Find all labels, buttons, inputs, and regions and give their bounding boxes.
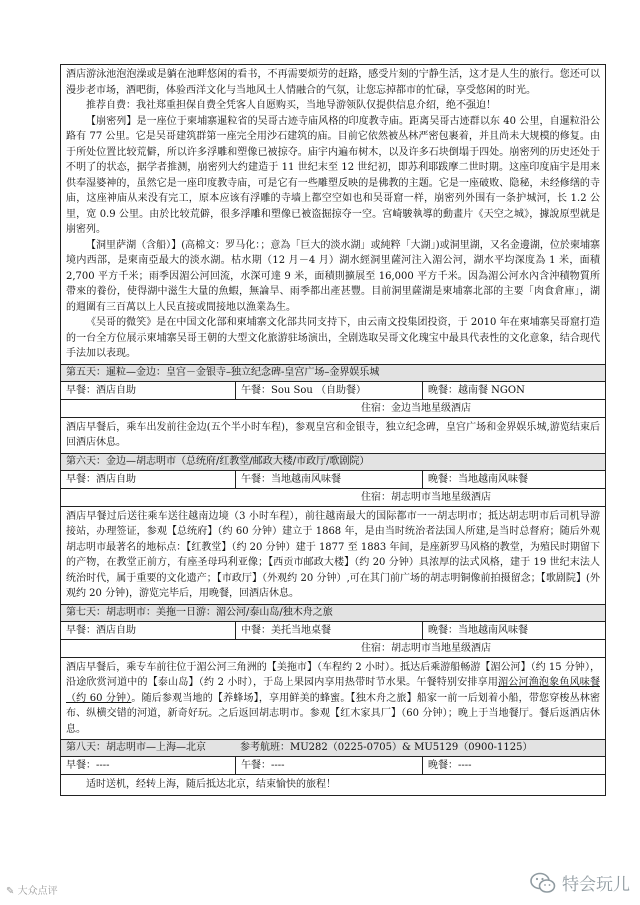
tonle-sap-paragraph: 【洞里萨湖（含船）】(高棉文：罗马化：；意為「巨大的淡水湖」或純粹「大湖」)或洞里湖，又名金邊湖，位於柬埔寨境内西部，是柬南亞最大的淡水湖。枯水期（12 月－4 月）湖水經洞里薩河注入湄公河，湖水平均深度為 1 米，面積 2,700 平方千米；雨季因湄公河回流，水深可達 9 米，面積則擴展至 16,000 平方千米。因為湄公河水內含沖積物質所帶來的養份，使得湖中滋生大量的魚蝦，無論旱、雨季都出產甚豐。目前洞里薩湖是柬埔寨北部的主要「肉食倉庫」，湖的週圍有三百萬以上人民直接或間接地以漁業為生。 [66,239,600,313]
day5-header: 第五天：暹粒—金边：皇宫－金银寺–独立纪念碑-皇宫广场–金界娱乐城 [61,365,605,382]
day7-meals [61,622,605,640]
day8-route: 第八天：胡志明市—上海—北京 [66,742,206,753]
day5-accommodation: 住宿：金边当地星级酒店 [61,400,605,418]
day7-desc-part1: 酒店早餐后，乘专车前往位于湄公河三角洲的【美拖市】（车程约 2 小时）。抵达后乘游船畅游【湄公河】（约 15 分钟），沿途欣赏河道中的【泰山岛】（约 2 小时），于岛上果园内享用热带时节水果。午餐特别安排享用 [66,661,600,688]
day8-flight: 参考航班：MU282（0225-0705）& MU5129（0900-1125） [240,742,533,753]
day7-dinner: 晚餐：当地越南风味餐 [428,624,528,636]
optional-expense-note: 推荐自费：我社郑重担保自费全凭客人自愿购买，当地导游领队仅提供信息介绍，绝不强迫！ [86,100,496,111]
day7-lunch-highlight: 湄公河渔泡象鱼风味餐（约 60 分钟） [66,677,600,704]
intro-paragraph: 酒店游泳池泡泡澡或是躺在池畔悠闲的看书，不再需要烦劳的赶路，感受片刻的宁静生活，这才是人生的旅行。您还可以漫步老市场，酒吧街，体验西洋文化与当地风土人情融合的气氛，让您忘掉都市的忙碌，享受悠闲的时光。 [66,69,600,96]
day8-dinner: 晚餐：---- [428,760,472,771]
watermark-left [6,882,58,897]
watermark-right [530,870,630,895]
smile-of-angkor-paragraph: 《吴哥的微笑》是在中国文化部和柬埔寨文化部共同支持下，由云南文投集团投资，于 2010 年在柬埔寨吴哥窟打造的一台全方位展示柬埔寨吴哥王朝的大型文化旅游驻场演出，全剧选取吴哥文化瑰宝中最具代表性的文化意象，结合现代手法加以表现。 [66,317,600,359]
day8-desc-text: 适时送机，经转上海，随后抵达北京，结束愉快的旅程！ [86,779,336,790]
day7-description [61,658,605,741]
day8-lunch: 午餐：---- [236,757,423,774]
day7-lunch: 中餐：美托当地桌餐 [236,622,423,639]
day8-description [61,775,605,795]
day8-header [61,740,605,757]
itinerary-sheet [60,64,606,796]
day6-header: 第六天：金边—胡志明市（总统府/红教堂/邮政大楼/市政厅/歌剧院） [61,454,605,471]
watermark-left-text: 大众点评 [17,886,58,897]
day8-meals [61,757,605,775]
day5-lunch: 午餐：Sou Sou （自助餐） [236,382,423,399]
beng-mealea-paragraph: 【崩密列】是一座位于柬埔寨暹粒省的吴哥古迹寺庙风格的印度教寺庙。距离吴哥古迹群以东 40 公里，自暹粒沿公路有 77 公里。它是吴哥建筑群第一座完全用沙石建筑的庙。目前它依然被丛林严密包裹着，并且尚未大规模的修复。由于所处位置比较荒僻，所以许多浮雕和塑像已被掠夺。庙宇内遍布树木，以及许多石块倒塌于四处。崩密列的历史还处于不明了的状态，据学者推测，崩密列大约建造于 11 世纪末至 12 世纪初，即苏利耶跋摩二世时期。这座印度庙宇是用来供奉湿婆神的，虽然它是一座印度教寺庙，可是它有一些雕塑反映的是佛教的主题。它是一座破败、隐秘，未经修缮的寺庙，这座神庙从来没有完工，原本应该有浮雕的寺墙上都空空如也和吴哥窟一样，崩密列外围有一条护城河，长 1.2 公里，宽 0.9 公里。由於比较荒僻，很多浮雕和塑像已被盗掘掠夺一空。宫崎駿執導的動畫片《天空之城》，據說原型就是崩密列。 [66,115,600,235]
day5-meals [61,382,605,400]
day6-meals [61,471,605,489]
day5-breakfast: 早餐：酒店自助 [61,382,236,399]
dianping-logo-icon: ✎ [6,886,15,897]
watermark-right-text: 特会玩儿 [562,875,630,895]
day6-lunch: 午餐：当地越南风味餐 [236,471,423,488]
day6-accommodation: 住宿：胡志明市当地星级酒店 [61,489,605,507]
day6-description: 酒店早餐过后送往乘车送往越南边境（3 小时车程），前往越南最大的国际都市一一胡志明市；抵达胡志明市后司机导游接站，办理签证，参观【总统府】（约 60 分钟）建立于 1868 年，是由当时统治者法国人所建,是当时总督府；随后外观胡志明市最著名的地标点：【红教堂】（约 20 分钟）建于 1877 至 1883 年间，是座新罗马风格的教堂，为殖民时期留下的产物，在教堂正前方，有座圣母玛利亚像；【西贡市邮政大楼】（约 20 分钟）具浓厚的法式风格，建于 19 世纪末法人统治时代，属于重要的文化遗产；【市政厅】（外观约 20 分钟）,可在其门前广场的胡志明铜像前拍摄留念；【歌剧院】(外观约 20 分钟)，游览完毕后，用晚餐，回酒店休息。 [61,507,605,605]
day7-accommodation: 住宿：胡志明市当地星级酒店 [61,640,605,658]
day6-dinner: 晚餐：当地越南风味餐 [428,473,528,485]
day6-breakfast: 早餐：酒店自助 [61,471,236,488]
intro-section [61,65,605,365]
day7-breakfast: 早餐：酒店自助 [61,622,236,639]
day8-breakfast: 早餐：---- [61,757,236,774]
day5-description: 酒店早餐后，乘车出发前往金边(五个半小时车程)，参观皇宫和金银寺，独立纪念碑，皇宫广场和金界娱乐城,游览结束后回酒店休息。 [61,418,605,454]
day5-dinner: 晚餐：越南餐 NGON [428,384,525,396]
wechat-icon [530,872,556,894]
day7-header: 第七天：胡志明市：美拖一日游：湄公河/泰山岛/独木舟之旅 [61,605,605,622]
day7-desc-part2: 。随后参观当地的【养蜂场】，享用鲜美的蜂蜜。【独木舟之旅】船家一前一后划着小船，带您穿梭丛林密布、纵横交错的河道，新奇好玩。之后返回胡志明市。参观【红木家具厂】（60 分钟）；晚上于当地餐厅。餐后返酒店休息。 [66,692,600,735]
